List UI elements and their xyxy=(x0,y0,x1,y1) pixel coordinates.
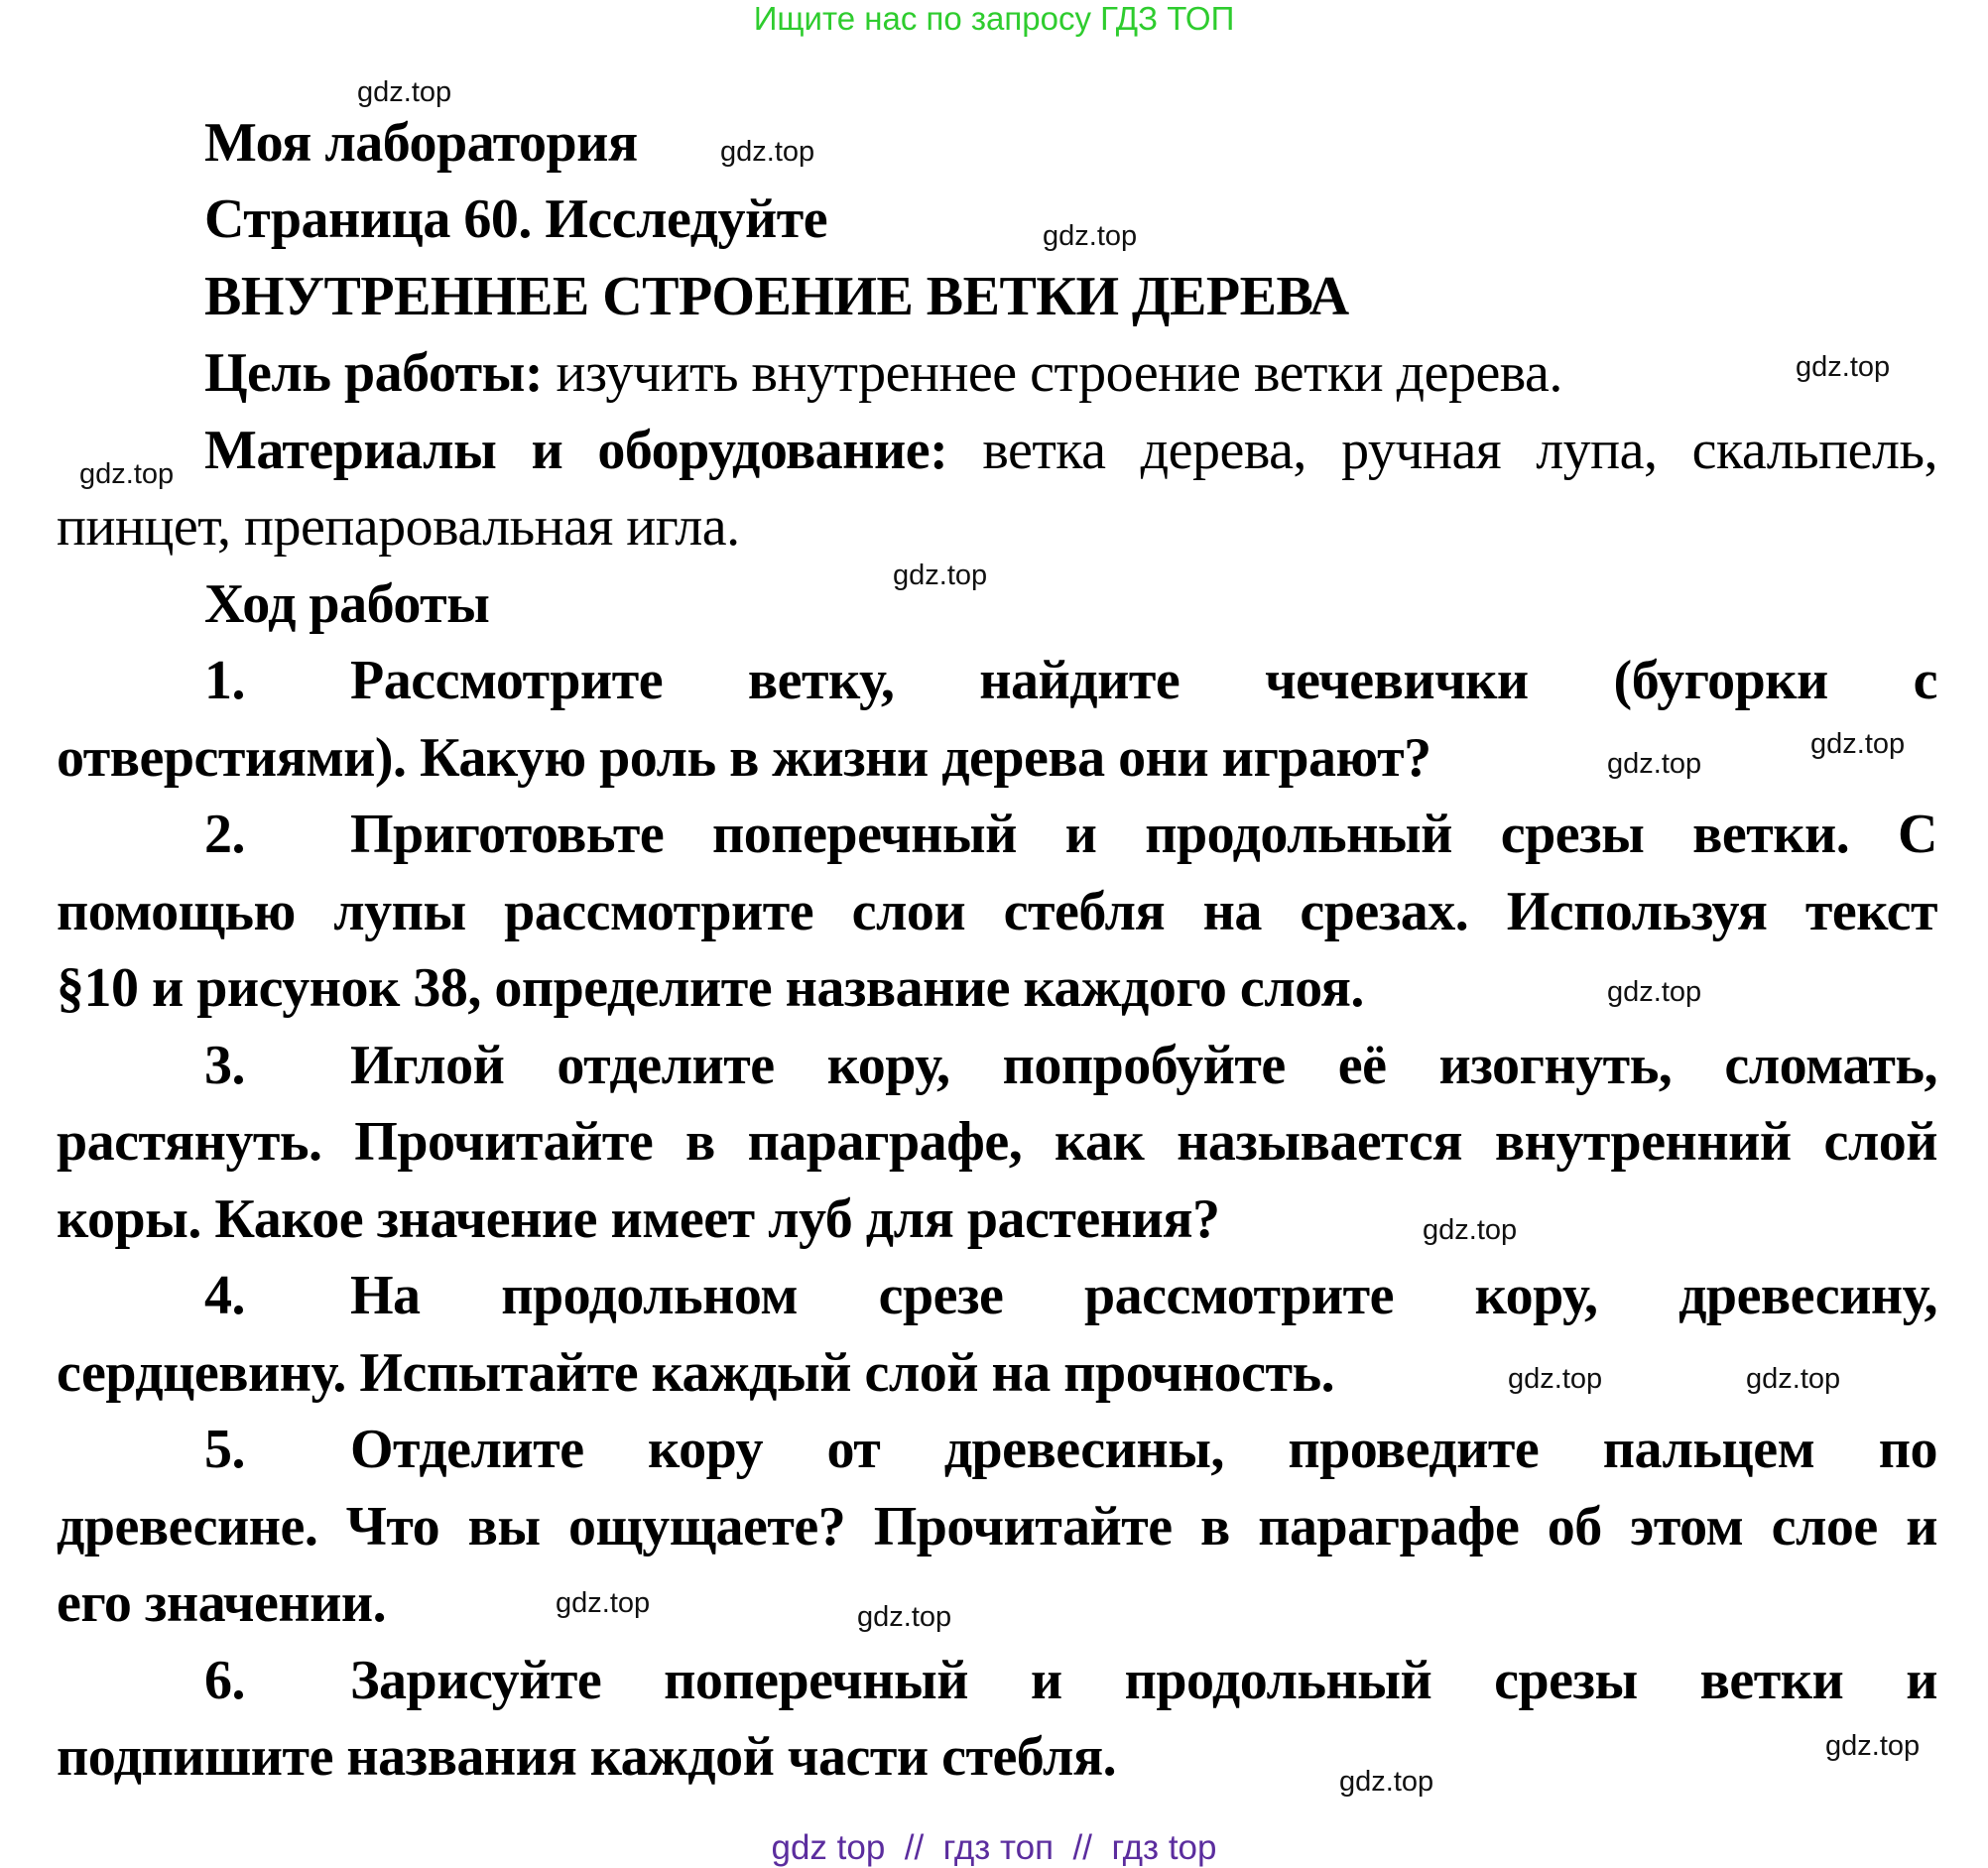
goal-label: Цель работы: xyxy=(204,342,543,404)
item-number: 6. xyxy=(204,1650,245,1711)
procedure-title: Ход работы xyxy=(204,573,490,635)
lab-title: ВНУТРЕННЕЕ СТРОЕНИЕ ВЕТКИ ДЕРЕВА xyxy=(204,266,1349,327)
watermark: gdz.top xyxy=(857,1601,952,1633)
item-line: отверстиями). Какую роль в жизни дерева они играют? xyxy=(57,727,1431,789)
footer-links: gdz top // гдз топ // гдз top xyxy=(771,1828,1217,1867)
item-line: сердцевину. Испытайте каждый слой на прочность. xyxy=(57,1342,1335,1404)
item-line: его значении. xyxy=(57,1572,387,1634)
item-line: коры. Какое значение имеет луб для растения? xyxy=(57,1188,1220,1250)
item-line: Рассмотрите ветку, найдите чечевички (бугорки с xyxy=(350,650,1937,711)
item-line: Приготовьте поперечный и продольный срезы ветки. С xyxy=(350,804,1937,865)
goal-line xyxy=(204,340,1562,406)
item-line: помощью лупы рассмотрите слои стебля на срезах. Используя текст xyxy=(57,881,1937,942)
item-line: Иглой отделите кору, попробуйте её изогнуть, сломать, xyxy=(350,1035,1937,1096)
watermark: gdz.top xyxy=(79,458,175,490)
item-line: Отделите кору от древесины, проведите пальцем по xyxy=(350,1419,1937,1480)
watermark: gdz.top xyxy=(1746,1363,1841,1395)
materials-label: Материалы и оборудование: xyxy=(204,420,948,481)
item-line: §10 и рисунок 38, определите название каждого слоя. xyxy=(57,957,1364,1019)
watermark: gdz.top xyxy=(1825,1730,1921,1762)
watermark: gdz.top xyxy=(1508,1363,1603,1395)
item-line: Зарисуйте поперечный и продольный срезы ветки и xyxy=(350,1650,1937,1711)
watermark: gdz.top xyxy=(1810,728,1906,760)
item-number: 1. xyxy=(204,650,245,711)
watermark: gdz.top xyxy=(357,76,452,108)
item-line: На продольном срезе рассмотрите кору, древесину, xyxy=(350,1265,1937,1326)
item-line: подпишите названия каждой части стебля. xyxy=(57,1726,1117,1788)
page-title: Страница 60. Исследуйте xyxy=(204,188,828,250)
watermark: gdz.top xyxy=(720,136,815,168)
watermark: gdz.top xyxy=(893,560,988,591)
materials-line xyxy=(204,418,1937,483)
item-line: растянуть. Прочитайте в параграфе, как называется внутренний слой xyxy=(57,1111,1937,1173)
search-banner: Ищите нас по запросу ГДЗ ТОП xyxy=(753,0,1235,37)
watermark: gdz.top xyxy=(1607,748,1702,780)
section-heading: Моя лаборатория xyxy=(204,112,638,174)
materials-line-2: пинцет, препаровальная игла. xyxy=(57,496,740,558)
materials-text: ветка дерева, ручная лупа, скальпель, xyxy=(947,420,1937,481)
watermark: gdz.top xyxy=(1339,1766,1434,1798)
item-line: древесине. Что вы ощущаете? Прочитайте в параграфе об этом слое и xyxy=(57,1496,1937,1557)
watermark: gdz.top xyxy=(1796,351,1891,383)
item-number: 2. xyxy=(204,804,245,865)
item-number: 3. xyxy=(204,1035,245,1096)
item-number: 4. xyxy=(204,1265,245,1326)
item-number: 5. xyxy=(204,1419,245,1480)
goal-text: изучить внутреннее строение ветки дерева. xyxy=(543,342,1562,404)
watermark: gdz.top xyxy=(1043,220,1138,252)
watermark: gdz.top xyxy=(556,1587,651,1619)
watermark: gdz.top xyxy=(1423,1214,1518,1246)
watermark: gdz.top xyxy=(1607,976,1702,1008)
